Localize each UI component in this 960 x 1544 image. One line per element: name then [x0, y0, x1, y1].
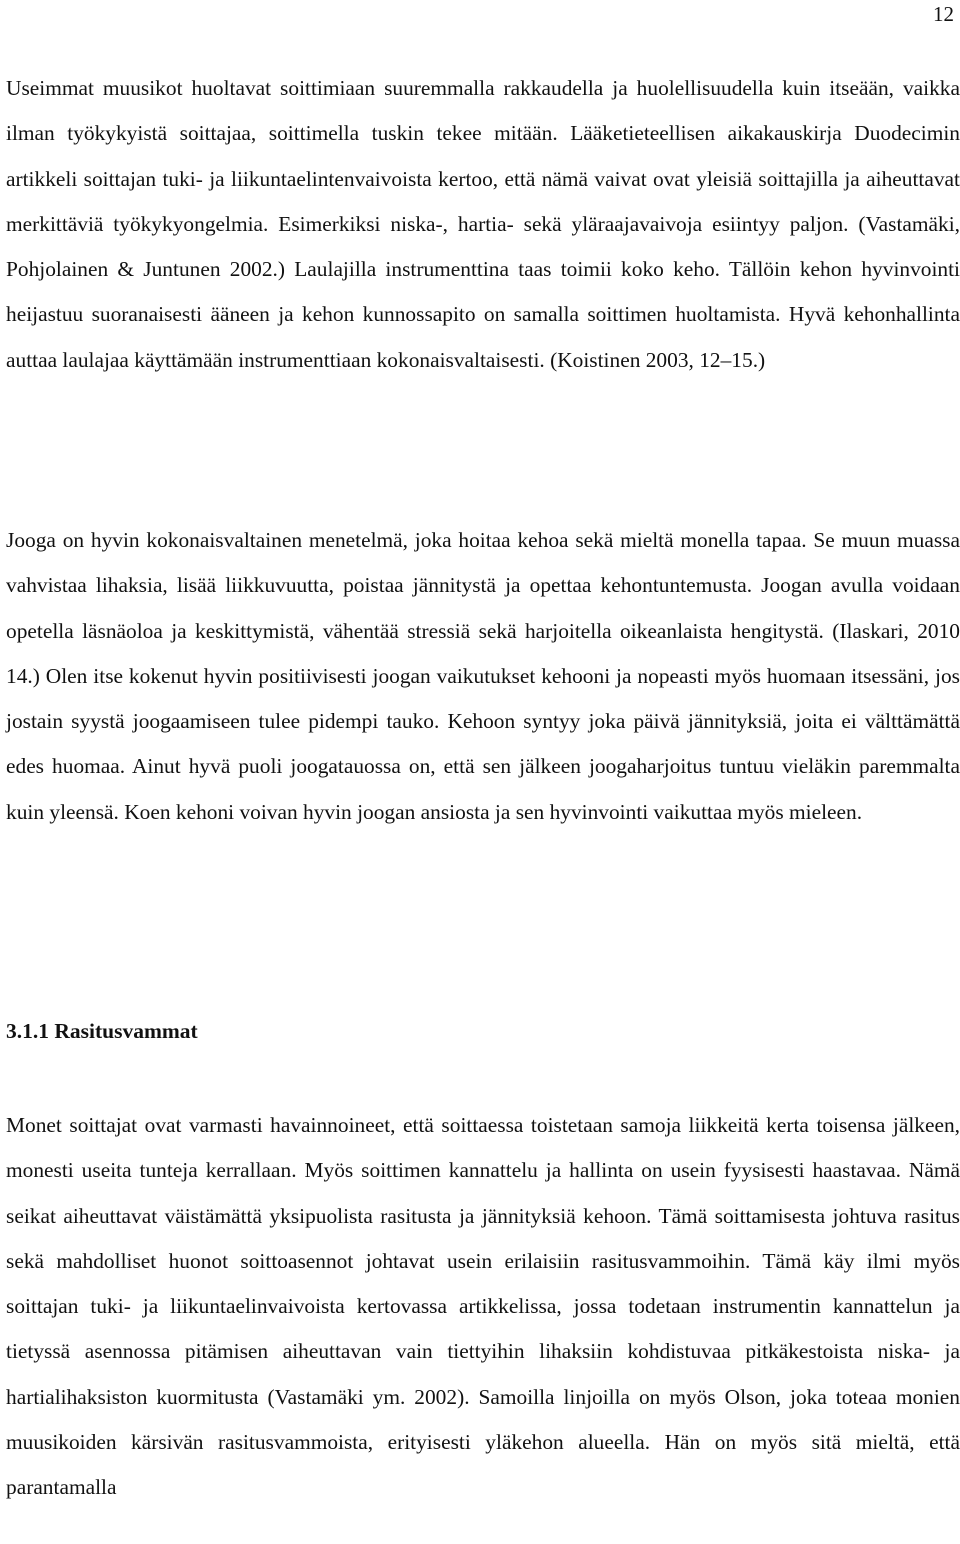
- paragraph-yoga: Jooga on hyvin kokonaisvaltainen menetelmä, joka hoitaa kehoa sekä mieltä monella tapaa. Se muun muassa vahvistaa lihaksia, lisää liikkuvuutta, poistaa jännitystä ja opettaa kehontuntemusta. Joogan avulla voidaan opetella läsnäoloa ja keskittymistä, vähentää stressiä sekä harjoitella oikeanlaista hengitystä. (Ilaskari, 2010 14.) Olen itse kokenut hyvin positiivisesti joogan vaikutukset kehooni ja nopeasti myös huomaan itsessäni, jos jostain syystä joogaamiseen tulee pidempi tauko. Kehoon syntyy joka päivä jännityksiä, joita ei välttämättä edes huomaa. Ainut hyvä puoli joogatauossa on, että sen jälkeen joogaharjoitus tuntuu vieläkin paremmalta kuin yleensä. Koen kehoni voivan hyvin joogan ansiosta ja sen hyvinvointi vaikuttaa myös mieleen.: [6, 528, 960, 824]
- section-heading: 3.1.1 Rasitusvammat: [6, 1019, 198, 1043]
- paragraph-strain-injuries: Monet soittajat ovat varmasti havainnoineet, että soittaessa toistetaan samoja liikkeitä kerta toisensa jälkeen, monesti useita tunteja kerrallaan. Myös soittimen kannattelu ja hallinta on usein fyysisesti haastavaa. Nämä seikat aiheuttavat väistämättä yksipuolista rasitusta ja jännityksiä kehoon. Tämä soittamisesta johtuva rasitus sekä mahdolliset huonot soittoasennot johtavat usein erilaisiin rasitusvammoihin. Tämä käy ilmi myös soittajan tuki- ja liikuntaelinvaivoista kertovassa artikkelissa, jossa todetaan instrumentin kannattelun ja tietyssä asennossa pitämisen aiheuttavan vain tiettyihin lihaksiin kohdistuvaa pitkäkestoista niska- ja hartialihaksiston kuormitusta (Vastamäki ym. 2002). Samoilla linjoilla on myös Olson, joka toteaa monien muusikoiden kärsivän rasitusvammoista, erityisesti yläkehon alueella. Hän on myös sitä mieltä, että parantamalla: [6, 1113, 960, 1500]
- page-number: 12: [933, 2, 954, 26]
- paragraph-musicians-care: Useimmat muusikot huoltavat soittimiaan suuremmalla rakkaudella ja huolellisuudella kuin itseään, vaikka ilman työkykyistä soittajaa, soittimella tuskin tekee mitään. Lääketieteellisen aikakauskirja Duodecimin artikkeli soittajan tuki- ja liikuntaelintenvaivoista kertoo, että nämä vaivat ovat yleisiä soittajilla ja aiheuttavat merkittäviä työkykyongelmia. Esimerkiksi niska-, hartia- sekä yläraajavaivoja esiintyy paljon. (Vastamäki, Pohjolainen & Juntunen 2002.) Laulajilla instrumenttina taas toimii koko keho. Tällöin kehon hyvinvointi heijastuu suoranaisesti ääneen ja kehon kunnossapito on samalla soittimen huoltamista. Hyvä kehonhallinta auttaa laulajaa käyttämään instrumenttiaan kokonaisvaltaisesti. (Koistinen 2003, 12–15.): [6, 76, 960, 372]
